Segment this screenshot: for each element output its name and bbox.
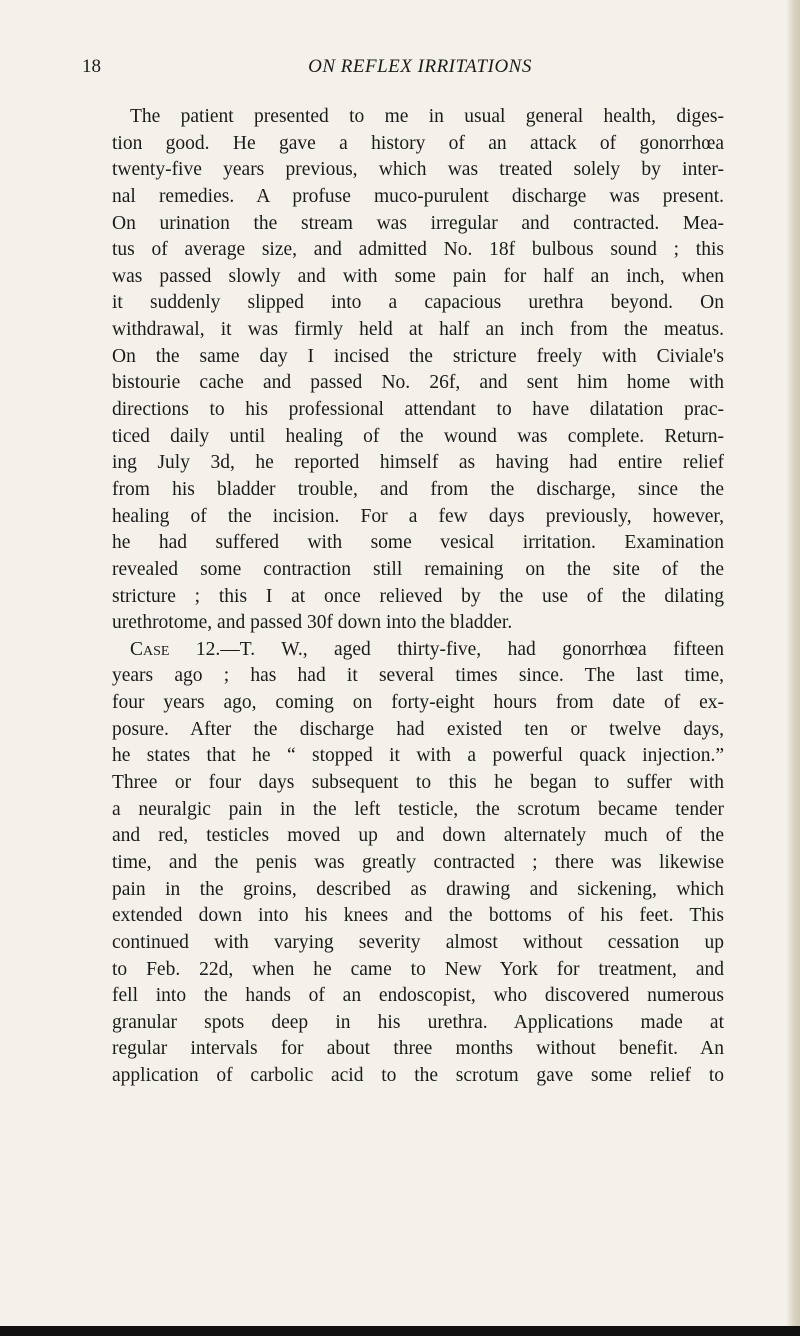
text-line: four years ago, coming on forty-eight hours from date of ex- [112, 692, 724, 714]
scan-bottom-border [0, 1326, 800, 1336]
case-label: Case [130, 638, 170, 660]
text-line: On the same day I incised the stricture freely with Civiale's [112, 345, 724, 367]
text-line: healing of the incision. For a few days previously, however, [112, 505, 724, 527]
body-text [112, 104, 724, 1090]
text-line: and red, testicles moved up and down alternately much of the [112, 825, 724, 847]
text-line: Three or four days subsequent to this he began to suffer with [112, 772, 724, 794]
text-line: withdrawal, it was firmly held at half an inch from the meatus. [112, 319, 724, 341]
text-line: stricture ; this I at once relieved by the use of the dilating [112, 585, 724, 607]
text-line: continued with varying severity almost without cessation up [112, 931, 724, 953]
text-line: urethrotome, and passed 30f down into the bladder. [112, 612, 513, 634]
page-header [82, 56, 722, 86]
text-line: granular spots deep in his urethra. Applications made at [112, 1011, 724, 1033]
text-line: tion good. He gave a history of an attack of gonorrhœa [112, 132, 724, 154]
text-line: tus of average size, and admitted No. 18f bulbous sound ; this [112, 239, 724, 261]
text-line: On urination the stream was irregular and contracted. Mea- [112, 212, 724, 234]
text-line: it suddenly slipped into a capacious urethra beyond. On [112, 292, 724, 314]
text-line: nal remedies. A profuse muco-purulent discharge was present. [112, 185, 724, 207]
text-line: to Feb. 22d, when he came to New York for treatment, and [112, 958, 724, 980]
text-line: pain in the groins, described as drawing and sickening, which [112, 878, 724, 900]
text-line: application of carbolic acid to the scrotum gave some relief to [112, 1065, 724, 1087]
text-line: he states that he “ stopped it with a powerful quack injection.” [112, 745, 724, 767]
text-line: a neuralgic pain in the left testicle, the scrotum became tender [112, 798, 724, 820]
text-line: regular intervals for about three months without benefit. An [112, 1038, 724, 1060]
case-heading-line [112, 637, 724, 664]
text-line: twenty-five years previous, which was treated solely by inter- [112, 159, 724, 181]
running-title: ON REFLEX IRRITATIONS [308, 56, 532, 77]
page-edge-shadow [786, 0, 800, 1336]
text-line: he had suffered with some vesical irritation. Examination [112, 532, 724, 554]
case-first-line: 12.—T. W., aged thirty-five, had gonorrhœa fifteen [169, 638, 724, 660]
text-line: was passed slowly and with some pain for half an inch, when [112, 265, 724, 287]
text-line: ticed daily until healing of the wound was complete. Return- [112, 425, 724, 447]
text-line: revealed some contraction still remaining on the site of the [112, 558, 724, 580]
page-number: 18 [82, 56, 101, 77]
paragraph-case-12 [112, 637, 724, 1090]
text-line: fell into the hands of an endoscopist, who discovered numerous [112, 985, 724, 1007]
text-line: bistourie cache and passed No. 26f, and sent him home with [112, 372, 724, 394]
text-line: posure. After the discharge had existed ten or twelve days, [112, 718, 724, 740]
text-line: The patient presented to me in usual general health, diges- [130, 106, 724, 127]
text-line: directions to his professional attendant to have dilatation prac- [112, 399, 724, 421]
text-line: from his bladder trouble, and from the discharge, since the [112, 478, 724, 500]
text-line: time, and the penis was greatly contracted ; there was likewise [112, 851, 724, 873]
text-line: extended down into his knees and the bottoms of his feet. This [112, 905, 724, 927]
paragraph-patient-history [112, 104, 724, 637]
text-line: ing July 3d, he reported himself as having had entire relief [112, 452, 724, 474]
text-line: years ago ; has had it several times since. The last time, [112, 665, 724, 687]
